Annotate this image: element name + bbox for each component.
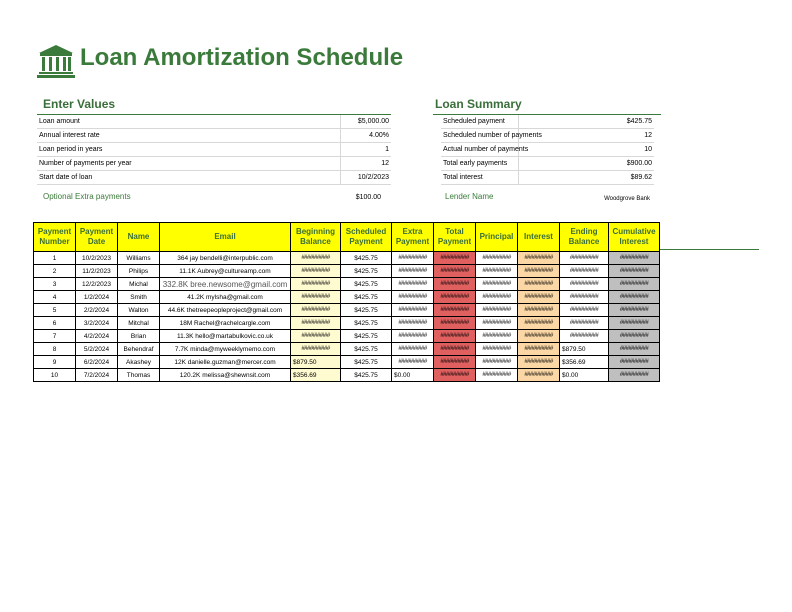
email-cell[interactable]: 18M Rachel@rachelcargle.com bbox=[160, 317, 291, 330]
scheduled-payment-cell[interactable]: $425.75 bbox=[341, 317, 392, 330]
name-cell[interactable]: Smith bbox=[118, 291, 160, 304]
loan-summary-row bbox=[441, 157, 654, 171]
loan-summary-heading: Loan Summary bbox=[435, 97, 522, 111]
total-payment-cell[interactable]: ########## bbox=[434, 317, 476, 330]
lender-name-input[interactable]: Woodgrove Bank bbox=[604, 196, 650, 202]
name-cell[interactable]: Walton bbox=[118, 304, 160, 317]
col-header-interest[interactable]: Interest bbox=[518, 223, 560, 252]
schedule-body bbox=[34, 252, 660, 382]
cumulative-interest-cell[interactable]: ########## bbox=[609, 278, 660, 291]
name-cell[interactable]: Brian bbox=[118, 330, 160, 343]
ending-balance-cell[interactable]: $0.00 bbox=[560, 369, 609, 382]
payment-number-cell[interactable]: 1 bbox=[34, 252, 76, 265]
enter-values-row bbox=[37, 171, 391, 185]
payment-date-cell[interactable]: 11/2/2023 bbox=[76, 265, 118, 278]
col-header-payment-number[interactable]: Payment Number bbox=[34, 223, 76, 252]
col-header-principal[interactable]: Principal bbox=[476, 223, 518, 252]
scheduled-payment-cell[interactable]: $425.75 bbox=[341, 330, 392, 343]
field-label: Annual interest rate bbox=[37, 129, 340, 143]
ending-balance-cell[interactable]: ########## bbox=[560, 265, 609, 278]
interest-cell[interactable]: ########## bbox=[518, 252, 560, 265]
name-cell[interactable]: Akashey bbox=[118, 356, 160, 369]
payment-number-cell[interactable]: 7 bbox=[34, 330, 76, 343]
scheduled-payment-cell[interactable]: $425.75 bbox=[341, 304, 392, 317]
col-header-beginning-balance[interactable]: Beginning Balance bbox=[291, 223, 341, 252]
loan-summary-row bbox=[441, 129, 654, 143]
principal-cell[interactable]: ########## bbox=[476, 356, 518, 369]
interest-cell[interactable]: ########## bbox=[518, 343, 560, 356]
payment-number-cell[interactable]: 8 bbox=[34, 343, 76, 356]
email-cell[interactable]: 41.2K mylsha@gmail.com bbox=[160, 291, 291, 304]
payment-number-cell[interactable]: 6 bbox=[34, 317, 76, 330]
principal-cell[interactable]: ########## bbox=[476, 317, 518, 330]
table-row bbox=[34, 356, 660, 369]
principal-cell[interactable]: ########## bbox=[476, 252, 518, 265]
beginning-balance-cell[interactable]: $356.69 bbox=[291, 369, 341, 382]
extra-payment-cell[interactable]: ########## bbox=[392, 291, 434, 304]
lender-name-label: Lender Name bbox=[445, 192, 494, 201]
scheduled-payment-cell[interactable]: $425.75 bbox=[341, 265, 392, 278]
extra-payment-cell[interactable]: ########## bbox=[392, 278, 434, 291]
extra-payment-cell[interactable]: ########## bbox=[392, 265, 434, 278]
cumulative-interest-cell[interactable]: ########## bbox=[609, 317, 660, 330]
beginning-balance-cell[interactable]: ########## bbox=[291, 291, 341, 304]
start-date-input[interactable]: 10/2/2023 bbox=[340, 171, 391, 185]
scheduled-payment-value: $425.75 bbox=[519, 115, 655, 129]
total-payment-cell[interactable]: ########## bbox=[434, 356, 476, 369]
payment-number-cell[interactable]: 10 bbox=[34, 369, 76, 382]
payment-number-cell[interactable]: 9 bbox=[34, 356, 76, 369]
extra-payment-cell[interactable]: ########## bbox=[392, 252, 434, 265]
total-early-payments-value: $900.00 bbox=[519, 157, 655, 171]
scheduled-payment-cell[interactable]: $425.75 bbox=[341, 369, 392, 382]
col-header-scheduled-payment[interactable]: Scheduled Payment bbox=[341, 223, 392, 252]
total-payment-cell[interactable]: ########## bbox=[434, 330, 476, 343]
beginning-balance-cell[interactable]: ########## bbox=[291, 330, 341, 343]
principal-cell[interactable]: ########## bbox=[476, 265, 518, 278]
cumulative-interest-cell[interactable]: ########## bbox=[609, 356, 660, 369]
table-row bbox=[34, 330, 660, 343]
payments-per-year-input[interactable]: 12 bbox=[340, 157, 391, 171]
payment-date-cell[interactable]: 6/2/2024 bbox=[76, 356, 118, 369]
beginning-balance-cell[interactable]: ########## bbox=[291, 278, 341, 291]
name-cell[interactable]: Thomas bbox=[118, 369, 160, 382]
scheduled-number-value: 12 bbox=[519, 129, 655, 143]
table-row bbox=[34, 304, 660, 317]
name-cell[interactable]: Williams bbox=[118, 252, 160, 265]
cumulative-interest-cell[interactable]: ########## bbox=[609, 291, 660, 304]
table-row bbox=[34, 317, 660, 330]
payment-date-cell[interactable]: 4/2/2024 bbox=[76, 330, 118, 343]
principal-cell[interactable]: ########## bbox=[476, 291, 518, 304]
extra-payment-cell[interactable]: ########## bbox=[392, 330, 434, 343]
summary-label: Total interest bbox=[441, 171, 519, 185]
ending-balance-cell[interactable]: ########## bbox=[560, 330, 609, 343]
ending-balance-cell[interactable]: ########## bbox=[560, 278, 609, 291]
total-payment-cell[interactable]: ########## bbox=[434, 291, 476, 304]
name-cell[interactable]: Michal bbox=[118, 278, 160, 291]
scheduled-payment-cell[interactable]: $425.75 bbox=[341, 291, 392, 304]
beginning-balance-cell[interactable]: $879.50 bbox=[291, 356, 341, 369]
col-header-total-payment[interactable]: Total Payment bbox=[434, 223, 476, 252]
principal-cell[interactable]: ########## bbox=[476, 304, 518, 317]
principal-cell[interactable]: ########## bbox=[476, 343, 518, 356]
extra-payment-cell[interactable]: $0.00 bbox=[392, 369, 434, 382]
scheduled-payment-cell[interactable]: $425.75 bbox=[341, 278, 392, 291]
col-header-name[interactable]: Name bbox=[118, 223, 160, 252]
total-payment-cell[interactable]: ########## bbox=[434, 265, 476, 278]
summary-label: Total early payments bbox=[441, 157, 519, 171]
payment-date-cell[interactable]: 7/2/2024 bbox=[76, 369, 118, 382]
cumulative-interest-cell[interactable]: ########## bbox=[609, 265, 660, 278]
enter-values-heading: Enter Values bbox=[43, 97, 116, 111]
col-header-ending-balance[interactable]: Ending Balance bbox=[560, 223, 609, 252]
loan-summary-table bbox=[441, 115, 654, 185]
interest-cell[interactable]: ########## bbox=[518, 278, 560, 291]
beginning-balance-cell[interactable]: ########## bbox=[291, 252, 341, 265]
summary-label: Scheduled number of payments bbox=[441, 129, 519, 143]
total-interest-value: $89.62 bbox=[519, 171, 655, 185]
table-row bbox=[34, 265, 660, 278]
ending-balance-cell[interactable]: ########## bbox=[560, 252, 609, 265]
enter-values-row bbox=[37, 129, 391, 143]
extra-payment-cell[interactable]: ########## bbox=[392, 317, 434, 330]
beginning-balance-cell[interactable]: ########## bbox=[291, 304, 341, 317]
email-cell[interactable]: 7.7K minda@myweeklymemo.com bbox=[160, 343, 291, 356]
interest-cell[interactable]: ########## bbox=[518, 304, 560, 317]
col-header-cumulative-interest[interactable]: Cumulative Interest bbox=[609, 223, 660, 252]
payment-number-cell[interactable]: 2 bbox=[34, 265, 76, 278]
table-row bbox=[34, 278, 660, 291]
total-payment-cell[interactable]: ########## bbox=[434, 369, 476, 382]
extra-payment-cell[interactable]: ########## bbox=[392, 304, 434, 317]
interest-cell[interactable]: ########## bbox=[518, 369, 560, 382]
loan-summary-row bbox=[441, 115, 654, 129]
payment-date-cell[interactable]: 10/2/2023 bbox=[76, 252, 118, 265]
table-row bbox=[34, 369, 660, 382]
interest-cell[interactable]: ########## bbox=[518, 265, 560, 278]
payment-date-cell[interactable]: 1/2/2024 bbox=[76, 291, 118, 304]
loan-summary-row bbox=[441, 143, 654, 157]
table-row bbox=[34, 252, 660, 265]
email-cell[interactable]: 120.2K melissa@shewnsit.com bbox=[160, 369, 291, 382]
cumulative-interest-cell[interactable]: ########## bbox=[609, 330, 660, 343]
name-cell[interactable]: Mitchal bbox=[118, 317, 160, 330]
name-cell[interactable]: Philips bbox=[118, 265, 160, 278]
extra-payments-label: Optional Extra payments bbox=[43, 192, 131, 201]
loan-summary-row bbox=[441, 171, 654, 185]
enter-values-row bbox=[37, 157, 391, 171]
total-payment-cell[interactable]: ########## bbox=[434, 278, 476, 291]
payment-date-cell[interactable]: 5/2/2024 bbox=[76, 343, 118, 356]
enter-values-table bbox=[37, 115, 391, 185]
col-header-payment-date[interactable]: Payment Date bbox=[76, 223, 118, 252]
payment-date-cell[interactable]: 12/2/2023 bbox=[76, 278, 118, 291]
extra-payment-cell[interactable]: ########## bbox=[392, 356, 434, 369]
principal-cell[interactable]: ########## bbox=[476, 369, 518, 382]
total-payment-cell[interactable]: ########## bbox=[434, 304, 476, 317]
cumulative-interest-cell[interactable]: ########## bbox=[609, 252, 660, 265]
payment-date-cell[interactable]: 2/2/2024 bbox=[76, 304, 118, 317]
principal-cell[interactable]: ########## bbox=[476, 278, 518, 291]
col-header-extra-payment[interactable]: Extra Payment bbox=[392, 223, 434, 252]
table-row bbox=[34, 343, 660, 356]
beginning-balance-cell[interactable]: ########## bbox=[291, 265, 341, 278]
amortization-table bbox=[33, 222, 660, 382]
field-label: Number of payments per year bbox=[37, 157, 340, 171]
scheduled-payment-cell[interactable]: $425.75 bbox=[341, 343, 392, 356]
cumulative-interest-cell[interactable]: ########## bbox=[609, 304, 660, 317]
ending-balance-cell[interactable]: $879.50 bbox=[560, 343, 609, 356]
email-cell[interactable]: 44.6K thetreepeopleproject@gmail.com bbox=[160, 304, 291, 317]
cumulative-interest-cell[interactable]: ########## bbox=[609, 343, 660, 356]
interest-cell[interactable]: ########## bbox=[518, 317, 560, 330]
page-title: Loan Amortization Schedule bbox=[80, 44, 404, 71]
email-cell[interactable]: 12K danielle.guzman@mercer.com bbox=[160, 356, 291, 369]
beginning-balance-cell[interactable]: ########## bbox=[291, 343, 341, 356]
beginning-balance-cell[interactable]: ########## bbox=[291, 317, 341, 330]
extra-payment-cell[interactable]: ########## bbox=[392, 343, 434, 356]
ending-balance-cell[interactable]: $356.69 bbox=[560, 356, 609, 369]
payment-date-cell[interactable]: 3/2/2024 bbox=[76, 317, 118, 330]
name-cell[interactable]: Behendraf bbox=[118, 343, 160, 356]
ending-balance-cell[interactable]: ########## bbox=[560, 317, 609, 330]
field-label: Start date of loan bbox=[37, 171, 340, 185]
table-row bbox=[34, 291, 660, 304]
divider-rule bbox=[660, 249, 759, 250]
col-header-email[interactable]: Email bbox=[160, 223, 291, 252]
cumulative-interest-cell[interactable]: ########## bbox=[609, 369, 660, 382]
payment-number-cell[interactable]: 5 bbox=[34, 304, 76, 317]
total-payment-cell[interactable]: ########## bbox=[434, 252, 476, 265]
field-label: Loan period in years bbox=[37, 143, 340, 157]
payment-number-cell[interactable]: 3 bbox=[34, 278, 76, 291]
email-cell[interactable]: 364 jay bendelli@interpublic.com bbox=[160, 252, 291, 265]
field-label: Loan amount bbox=[37, 115, 340, 129]
principal-cell[interactable]: ########## bbox=[476, 330, 518, 343]
summary-label: Actual number of payments bbox=[441, 143, 519, 157]
scheduled-payment-cell[interactable]: $425.75 bbox=[341, 252, 392, 265]
enter-values-row bbox=[37, 143, 391, 157]
summary-label: Scheduled payment bbox=[441, 115, 519, 129]
header-row bbox=[34, 223, 660, 252]
extra-payments-input[interactable]: $100.00 bbox=[355, 194, 381, 201]
scheduled-payment-cell[interactable]: $425.75 bbox=[341, 356, 392, 369]
loan-period-input[interactable]: 1 bbox=[340, 143, 391, 157]
interest-cell[interactable]: ########## bbox=[518, 330, 560, 343]
interest-cell[interactable]: ########## bbox=[518, 291, 560, 304]
payment-number-cell[interactable]: 4 bbox=[34, 291, 76, 304]
loan-amount-input[interactable]: $5,000.00 bbox=[340, 115, 391, 129]
bank-icon bbox=[37, 44, 75, 78]
total-payment-cell[interactable]: ########## bbox=[434, 343, 476, 356]
email-cell[interactable]: 332.8K bree.newsome@gmail.com bbox=[160, 278, 291, 291]
interest-cell[interactable]: ########## bbox=[518, 356, 560, 369]
enter-values-row bbox=[37, 115, 391, 129]
ending-balance-cell[interactable]: ########## bbox=[560, 304, 609, 317]
email-cell[interactable]: 11.3K hello@martabulkovic.co.uk bbox=[160, 330, 291, 343]
interest-rate-input[interactable]: 4.00% bbox=[340, 129, 391, 143]
ending-balance-cell[interactable]: ########## bbox=[560, 291, 609, 304]
email-cell[interactable]: 11.1K Aubrey@cultureamp.com bbox=[160, 265, 291, 278]
actual-number-value: 10 bbox=[519, 143, 655, 157]
